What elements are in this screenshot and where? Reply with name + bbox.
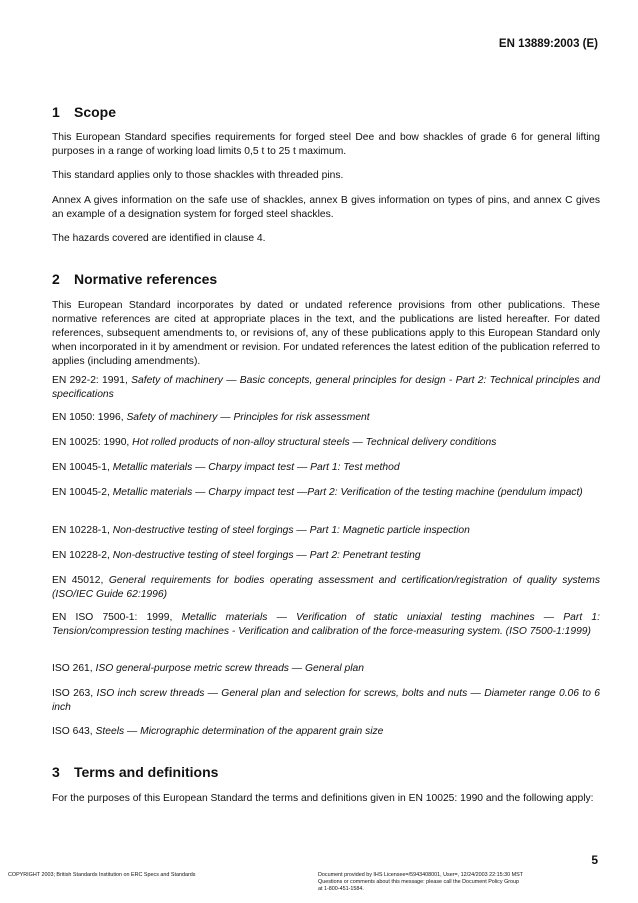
reference-title: Safety of machinery — Basic concepts, general principles for design - Part 2: Technical principles and specifications	[52, 375, 600, 400]
reference-code: EN 10228-1,	[52, 525, 110, 536]
reference-code: EN 45012,	[52, 575, 104, 586]
reference-code: EN 10228-2,	[52, 550, 110, 561]
reference-item	[52, 725, 600, 739]
section-3-title: Terms and definitions	[74, 764, 219, 780]
reference-title: ISO inch screw threads — General plan and selection for screws, bolts and nuts — Diameter range 0.06 to 6 inch	[52, 688, 600, 713]
normative-intro-paragraph: This European Standard incorporates by dated or undated reference provisions from other publications. These normative references are cited at appropriate places in the text, and the publications are listed hereafter. For dated references, subsequent amendments to, or revisions of, any of these publications apply to this European Standard only when incorporated in it by amendment or revision. For undated references the latest edition of the publication referred to applies (including amendments).	[52, 300, 600, 367]
reference-item	[52, 687, 600, 715]
reference-item	[52, 486, 600, 500]
section-3-number: 3	[52, 764, 60, 780]
section-1-title: Scope	[74, 104, 117, 120]
reference-title: Hot rolled products of non-alloy structural steels — Technical delivery conditions	[132, 437, 497, 448]
terms-intro-paragraph: For the purposes of this European Standard the terms and definitions given in EN 10025: 1990 and the following apply:	[52, 793, 594, 804]
section-1-heading	[52, 104, 116, 120]
reference-title: Steels — Micrographic determination of the apparent grain size	[95, 726, 384, 737]
reference-title: Metallic materials — Charpy impact test —Part 2: Verification of the testing machine (pendulum impact)	[112, 487, 583, 498]
section-1-number: 1	[52, 104, 60, 120]
reference-code: ISO 643,	[52, 726, 93, 737]
page-number: 5	[591, 853, 598, 867]
scope-paragraph-3: Annex A gives information on the safe use of shackles, annex B gives information on types of pins, and annex C gives an example of a designation system for forged steel shackles.	[52, 195, 600, 220]
reference-code: EN 1050: 1996,	[52, 412, 124, 423]
footer-questions: Questions or comments about this message: please call the Document Policy Group	[318, 879, 520, 885]
scope-paragraph-1: This European Standard specifies requirements for forged steel Dee and bow shackles of grade 6 for general lifting purposes in a range of working load limits 0,5 t to 25 t maximum.	[52, 132, 600, 157]
reference-title: Safety of machinery — Principles for risk assessment	[126, 412, 370, 423]
reference-code: ISO 261,	[52, 663, 93, 674]
reference-title: Non-destructive testing of steel forgings — Part 2: Penetrant testing	[112, 550, 421, 561]
reference-item	[52, 662, 600, 676]
footer-provided-by: Document provided by IHS Licensee=/5943408001, User=, 12/24/2003 22:15:30 MST	[318, 872, 523, 878]
reference-code: EN 292-2: 1991,	[52, 375, 128, 386]
reference-title: Metallic materials — Charpy impact test — Part 1: Test method	[112, 462, 400, 473]
reference-title: General requirements for bodies operating assessment and certification/registration of quality systems (ISO/IEC Guide 62:1996)	[52, 575, 600, 600]
reference-item	[52, 549, 600, 563]
reference-title: Metallic materials — Verification of static uniaxial testing machines — Part 1: Tension/compression testing machines - Verification and calibration of the force-measuring system. (ISO 7500-1:1999)	[52, 612, 600, 637]
reference-item	[52, 436, 600, 450]
section-2-number: 2	[52, 271, 60, 287]
footer-phone: at 1-800-451-1584.	[318, 886, 364, 892]
scope-paragraph-4: The hazards covered are identified in clause 4.	[52, 233, 266, 244]
page-header-doc-id: EN 13889:2003 (E)	[498, 38, 598, 50]
reference-title: ISO general-purpose metric screw threads — General plan	[95, 663, 364, 674]
reference-code: EN 10025: 1990,	[52, 437, 130, 448]
reference-item	[52, 461, 600, 475]
reference-code: EN ISO 7500-1: 1999,	[52, 612, 173, 623]
reference-item	[52, 611, 600, 639]
footer-document-info	[318, 872, 568, 893]
section-3-heading	[52, 764, 218, 780]
scope-paragraph-2: This standard applies only to those shackles with threaded pins.	[52, 170, 344, 181]
reference-title: Non-destructive testing of steel forgings — Part 1: Magnetic particle inspection	[112, 525, 470, 536]
reference-item	[52, 374, 600, 402]
reference-item	[52, 524, 600, 538]
reference-code: EN 10045-2,	[52, 487, 110, 498]
section-2-title: Normative references	[74, 271, 218, 287]
reference-code: EN 10045-1,	[52, 462, 110, 473]
reference-item	[52, 574, 600, 602]
footer-copyright: COPYRIGHT 2003; British Standards Institution on ERC Specs and Standards	[8, 872, 196, 878]
section-2-heading	[52, 271, 217, 287]
reference-item	[52, 411, 600, 425]
reference-code: ISO 263,	[52, 688, 94, 699]
